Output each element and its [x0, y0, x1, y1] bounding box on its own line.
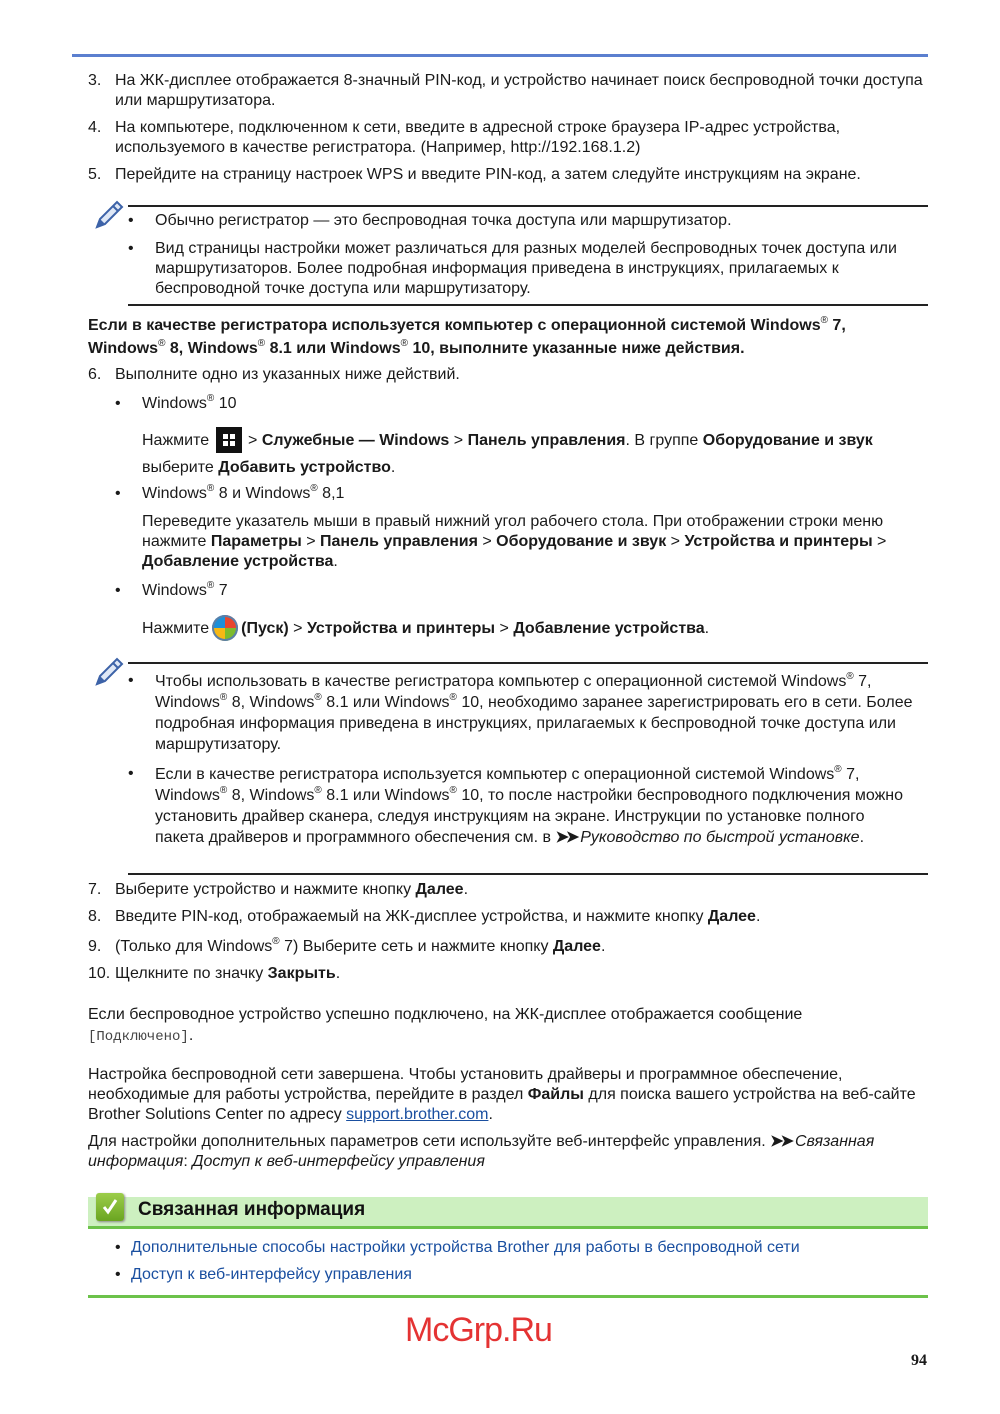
note-item — [0, 239, 1000, 299]
step-item — [0, 365, 1000, 385]
registered-mark: ® — [314, 785, 322, 796]
note-item — [0, 671, 1000, 764]
text-run: . — [488, 1106, 493, 1123]
text-run: > — [495, 620, 514, 637]
arrows-icon: ➤➤ — [555, 829, 577, 846]
text-run: Чтобы использовать в качестве регистратора компьютер с операционной системой Windows — [155, 673, 847, 690]
bold-text: Оборудование и звук — [496, 533, 667, 550]
registered-mark: ® — [158, 338, 166, 349]
note-rule-top — [128, 205, 928, 207]
text-run: Для настройки дополнительных параметров сети используйте веб-интерфейс управления. — [88, 1133, 771, 1150]
support-link[interactable]: support.brother.com — [346, 1106, 489, 1123]
registered-mark: ® — [314, 692, 322, 703]
bold-text: Добавление устройства — [513, 620, 705, 637]
step-item — [0, 964, 1000, 984]
text-run: : — [183, 1153, 193, 1170]
text-run: > — [872, 533, 887, 550]
related-link-web-management[interactable]: Доступ к веб-интерфейсу управления — [131, 1266, 412, 1283]
bold-text: Добавить устройство — [218, 459, 391, 476]
step-item — [0, 71, 1000, 118]
text-run: . В группе — [625, 432, 703, 449]
step-text — [115, 880, 930, 900]
note-text — [155, 764, 915, 848]
note-text — [155, 211, 915, 231]
text-run: 10 — [214, 395, 237, 412]
paragraph-advanced-settings — [88, 1132, 928, 1172]
bullet: • — [115, 1239, 121, 1256]
text-run: Нажмите — [142, 432, 214, 449]
text-run: Windows — [142, 395, 207, 412]
text-run: > — [243, 432, 262, 449]
text-run: 10, необходимо заранее зарегистрировать его в сети. Более подробная информация приведена в инструкциях, прилагаемых к беспроводной точке доступа или маршрутизатору. — [155, 694, 913, 753]
bullet: • — [115, 1266, 121, 1283]
text-run: . — [463, 881, 469, 898]
step-item — [0, 907, 1000, 937]
bold-text: Устройства и принтеры — [684, 533, 873, 550]
text-run: 7, Windows — [155, 766, 860, 804]
os-instructions — [142, 512, 927, 572]
step-text — [115, 937, 930, 957]
italic-reference: Руководство по быстрой установке — [580, 829, 860, 846]
text-run: Windows — [142, 582, 207, 599]
os-instructions — [142, 427, 922, 481]
text-run: 7, Windows — [155, 673, 872, 711]
step-number: 8. — [88, 908, 102, 925]
step-item — [0, 937, 1000, 964]
note-1 — [0, 211, 1000, 299]
step-number: 10. — [88, 965, 111, 982]
registered-mark: ® — [206, 580, 215, 591]
text-run: > — [477, 533, 497, 550]
text-run: Если беспроводное устройство успешно подключено, на ЖК-дисплее отображается сообщение — [88, 1006, 803, 1023]
step-text — [115, 964, 930, 984]
step-text — [115, 365, 930, 385]
bullet: • — [115, 395, 121, 412]
watermark: McGrp.Ru — [405, 1311, 552, 1349]
text-run: Если в качестве регистратора используется компьютер с операционной системой Windows — [155, 766, 835, 783]
os-title — [142, 394, 957, 414]
text-run: 8.1 или Windows — [321, 694, 450, 711]
step-number: 9. — [88, 938, 102, 955]
note-2 — [0, 671, 1000, 864]
text-run: . — [859, 829, 865, 846]
text-run: (Только для Windows — [115, 938, 273, 955]
text-run: 7 — [214, 582, 228, 599]
bold-text: Служебные — Windows — [261, 432, 450, 449]
registered-mark: ® — [846, 671, 854, 682]
registered-mark: ® — [272, 936, 280, 947]
step-number: 3. — [88, 72, 102, 89]
note-item — [0, 211, 1000, 239]
note-text — [155, 239, 925, 299]
text-run: . — [755, 908, 761, 925]
top-rule — [72, 54, 928, 57]
text-run: Выберите устройство и нажмите кнопку — [115, 881, 416, 898]
text-run: выберите — [142, 459, 219, 476]
step-list-top — [0, 71, 1000, 185]
bold-text: Далее — [415, 881, 464, 898]
registered-mark: ® — [449, 785, 457, 796]
bullet: • — [128, 672, 134, 689]
text-run: Нажмите — [142, 620, 210, 637]
italic-reference: Доступ к веб-интерфейсу управления — [192, 1153, 485, 1170]
checkmark-icon — [96, 1193, 124, 1221]
text-run: для поиска вашего устройства на веб-сайте Brother Solutions Center по адресу — [88, 1086, 916, 1123]
text-run: 8, Windows — [227, 694, 315, 711]
bullet: • — [128, 212, 134, 229]
bold-text: (Пуск) — [241, 620, 289, 637]
bold-text: Далее — [552, 938, 601, 955]
step-item — [0, 165, 1000, 185]
paragraph-connected — [88, 1004, 858, 1048]
paragraph-setup-complete — [88, 1065, 923, 1125]
text-run: Щелкните по значку — [115, 965, 268, 982]
related-info-bottom-rule — [88, 1295, 928, 1298]
step-number: 4. — [88, 119, 102, 136]
step-number: 5. — [88, 166, 102, 183]
text-run: . — [188, 1027, 194, 1044]
registered-mark: ® — [219, 785, 228, 796]
bold-text: 8, Windows — [165, 340, 258, 357]
text-run: . — [390, 459, 396, 476]
windows-start-icon — [216, 427, 242, 453]
step-text — [115, 907, 930, 927]
bold-text: Файлы — [527, 1086, 584, 1103]
page-number: 94 — [911, 1352, 927, 1369]
os-instructions — [142, 615, 922, 641]
arrows-icon: ➤➤ — [770, 1133, 791, 1150]
bold-text: Далее — [707, 908, 756, 925]
registered-mark: ® — [834, 764, 842, 775]
text-run: . — [335, 965, 341, 982]
bold-text: 8.1 или Windows — [265, 340, 401, 357]
note-rule-top — [128, 662, 928, 664]
bold-text: Панель управления — [319, 533, 478, 550]
bold-text: Панель управления — [467, 432, 626, 449]
registered-mark: ® — [257, 338, 266, 349]
text-run: 8 и Windows — [214, 485, 311, 502]
os-title — [142, 484, 957, 504]
registered-mark: ® — [206, 483, 215, 494]
note-rule-bottom — [128, 304, 928, 306]
bold-text: 7, Windows — [88, 317, 846, 357]
text-run: > — [288, 620, 307, 637]
text-run: Вид страницы настройки может различаться для разных моделей беспроводных точек доступа или маршрутизаторов. Более подробная информация приведена в инструкциях, прилагаемых к беспроводной точке доступа или маршрутизатору. — [155, 240, 897, 297]
step-item — [0, 880, 1000, 907]
bold-text: Если в качестве регистратора используется компьютер с операционной системой Windows — [88, 317, 821, 334]
text-run: Windows — [142, 485, 207, 502]
bold-text: Закрыть — [267, 965, 336, 982]
related-info-header — [88, 1197, 928, 1229]
windows-7-start-orb-icon — [212, 615, 238, 641]
bold-text: Параметры — [210, 533, 302, 550]
text-run: Выполните одно из указанных ниже действий. — [115, 366, 460, 383]
text-run: Переведите указатель мыши в правый нижний угол рабочего стола. При отображении строки меню нажмите — [142, 513, 884, 550]
text-run: > — [449, 432, 468, 449]
step-number: 6. — [88, 366, 102, 383]
section-heading — [88, 314, 918, 360]
text-run: 7) Выберите сеть и нажмите кнопку — [279, 938, 553, 955]
text-run: . — [333, 553, 338, 570]
related-link-wireless-methods[interactable]: Дополнительные способы настройки устройства Brother для работы в беспроводной сети — [131, 1239, 800, 1256]
lcd-message: [Подключено] — [88, 1029, 189, 1045]
text-run: Настройка беспроводной сети завершена. Чтобы установить драйверы и программное обеспечение, необходимые для работы устройства, перейдите в раздел — [88, 1066, 843, 1103]
text-run: Перейдите на страницу настроек WPS и введите PIN-код, а затем следуйте инструкциям на экране. — [115, 166, 861, 183]
text-run: . — [704, 620, 710, 637]
bold-text: 10, выполните указанные ниже действия. — [408, 340, 745, 357]
text-run: 8.1 или Windows — [321, 787, 450, 804]
note-rule-bottom — [128, 873, 928, 875]
text-run: 8, Windows — [227, 787, 315, 804]
step-text — [115, 165, 930, 185]
bullet: • — [128, 765, 134, 782]
bold-text: Устройства и принтеры — [306, 620, 496, 637]
step-item — [0, 118, 1000, 165]
step-text — [115, 71, 930, 111]
bullet: • — [115, 485, 121, 502]
registered-mark: ® — [820, 315, 828, 326]
registered-mark: ® — [400, 338, 408, 349]
text-run: . — [600, 938, 606, 955]
text-run: Обычно регистратор — это беспроводная точка доступа или маршрутизатор. — [155, 212, 732, 229]
text-run: 8,1 — [317, 485, 345, 502]
registered-mark: ® — [310, 483, 318, 494]
registered-mark: ® — [449, 692, 457, 703]
text-run: > — [301, 533, 320, 550]
step-list-bottom — [0, 880, 1000, 984]
note-text — [155, 671, 920, 755]
text-run: На ЖК-дисплее отображается 8-значный PIN-код, и устройство начинает поиск беспроводной точки доступа или маршрутизатора. — [115, 72, 923, 109]
bold-text: Добавление устройства — [142, 553, 334, 570]
text-run: На компьютере, подключенном к сети, введите в адресной строке браузера IP-адрес устройства, используемого в качестве регистратора. (Например, http://192.168.1.2) — [115, 119, 841, 156]
step-text — [115, 118, 930, 158]
bullet: • — [115, 582, 121, 599]
step-number: 7. — [88, 881, 102, 898]
registered-mark: ® — [219, 692, 228, 703]
note-item — [0, 764, 1000, 864]
related-info-title: Связанная информация — [138, 1199, 366, 1220]
italic-reference: Связанная информация — [88, 1133, 875, 1170]
bold-text: Оборудование и звук — [702, 432, 873, 449]
text-run: > — [666, 533, 685, 550]
bullet: • — [128, 240, 134, 257]
registered-mark: ® — [206, 393, 215, 404]
os-title — [142, 581, 957, 601]
text-run: Введите PIN-код, отображаемый на ЖК-дисплее устройства, и нажмите кнопку — [115, 908, 708, 925]
text-run: 10, то после настройки беспроводного подключения можно установить драйвер сканера, следуя инструкциям на экране. Инструкции по установке полного пакета драйверов и программного обеспечения см. в — [155, 787, 904, 846]
